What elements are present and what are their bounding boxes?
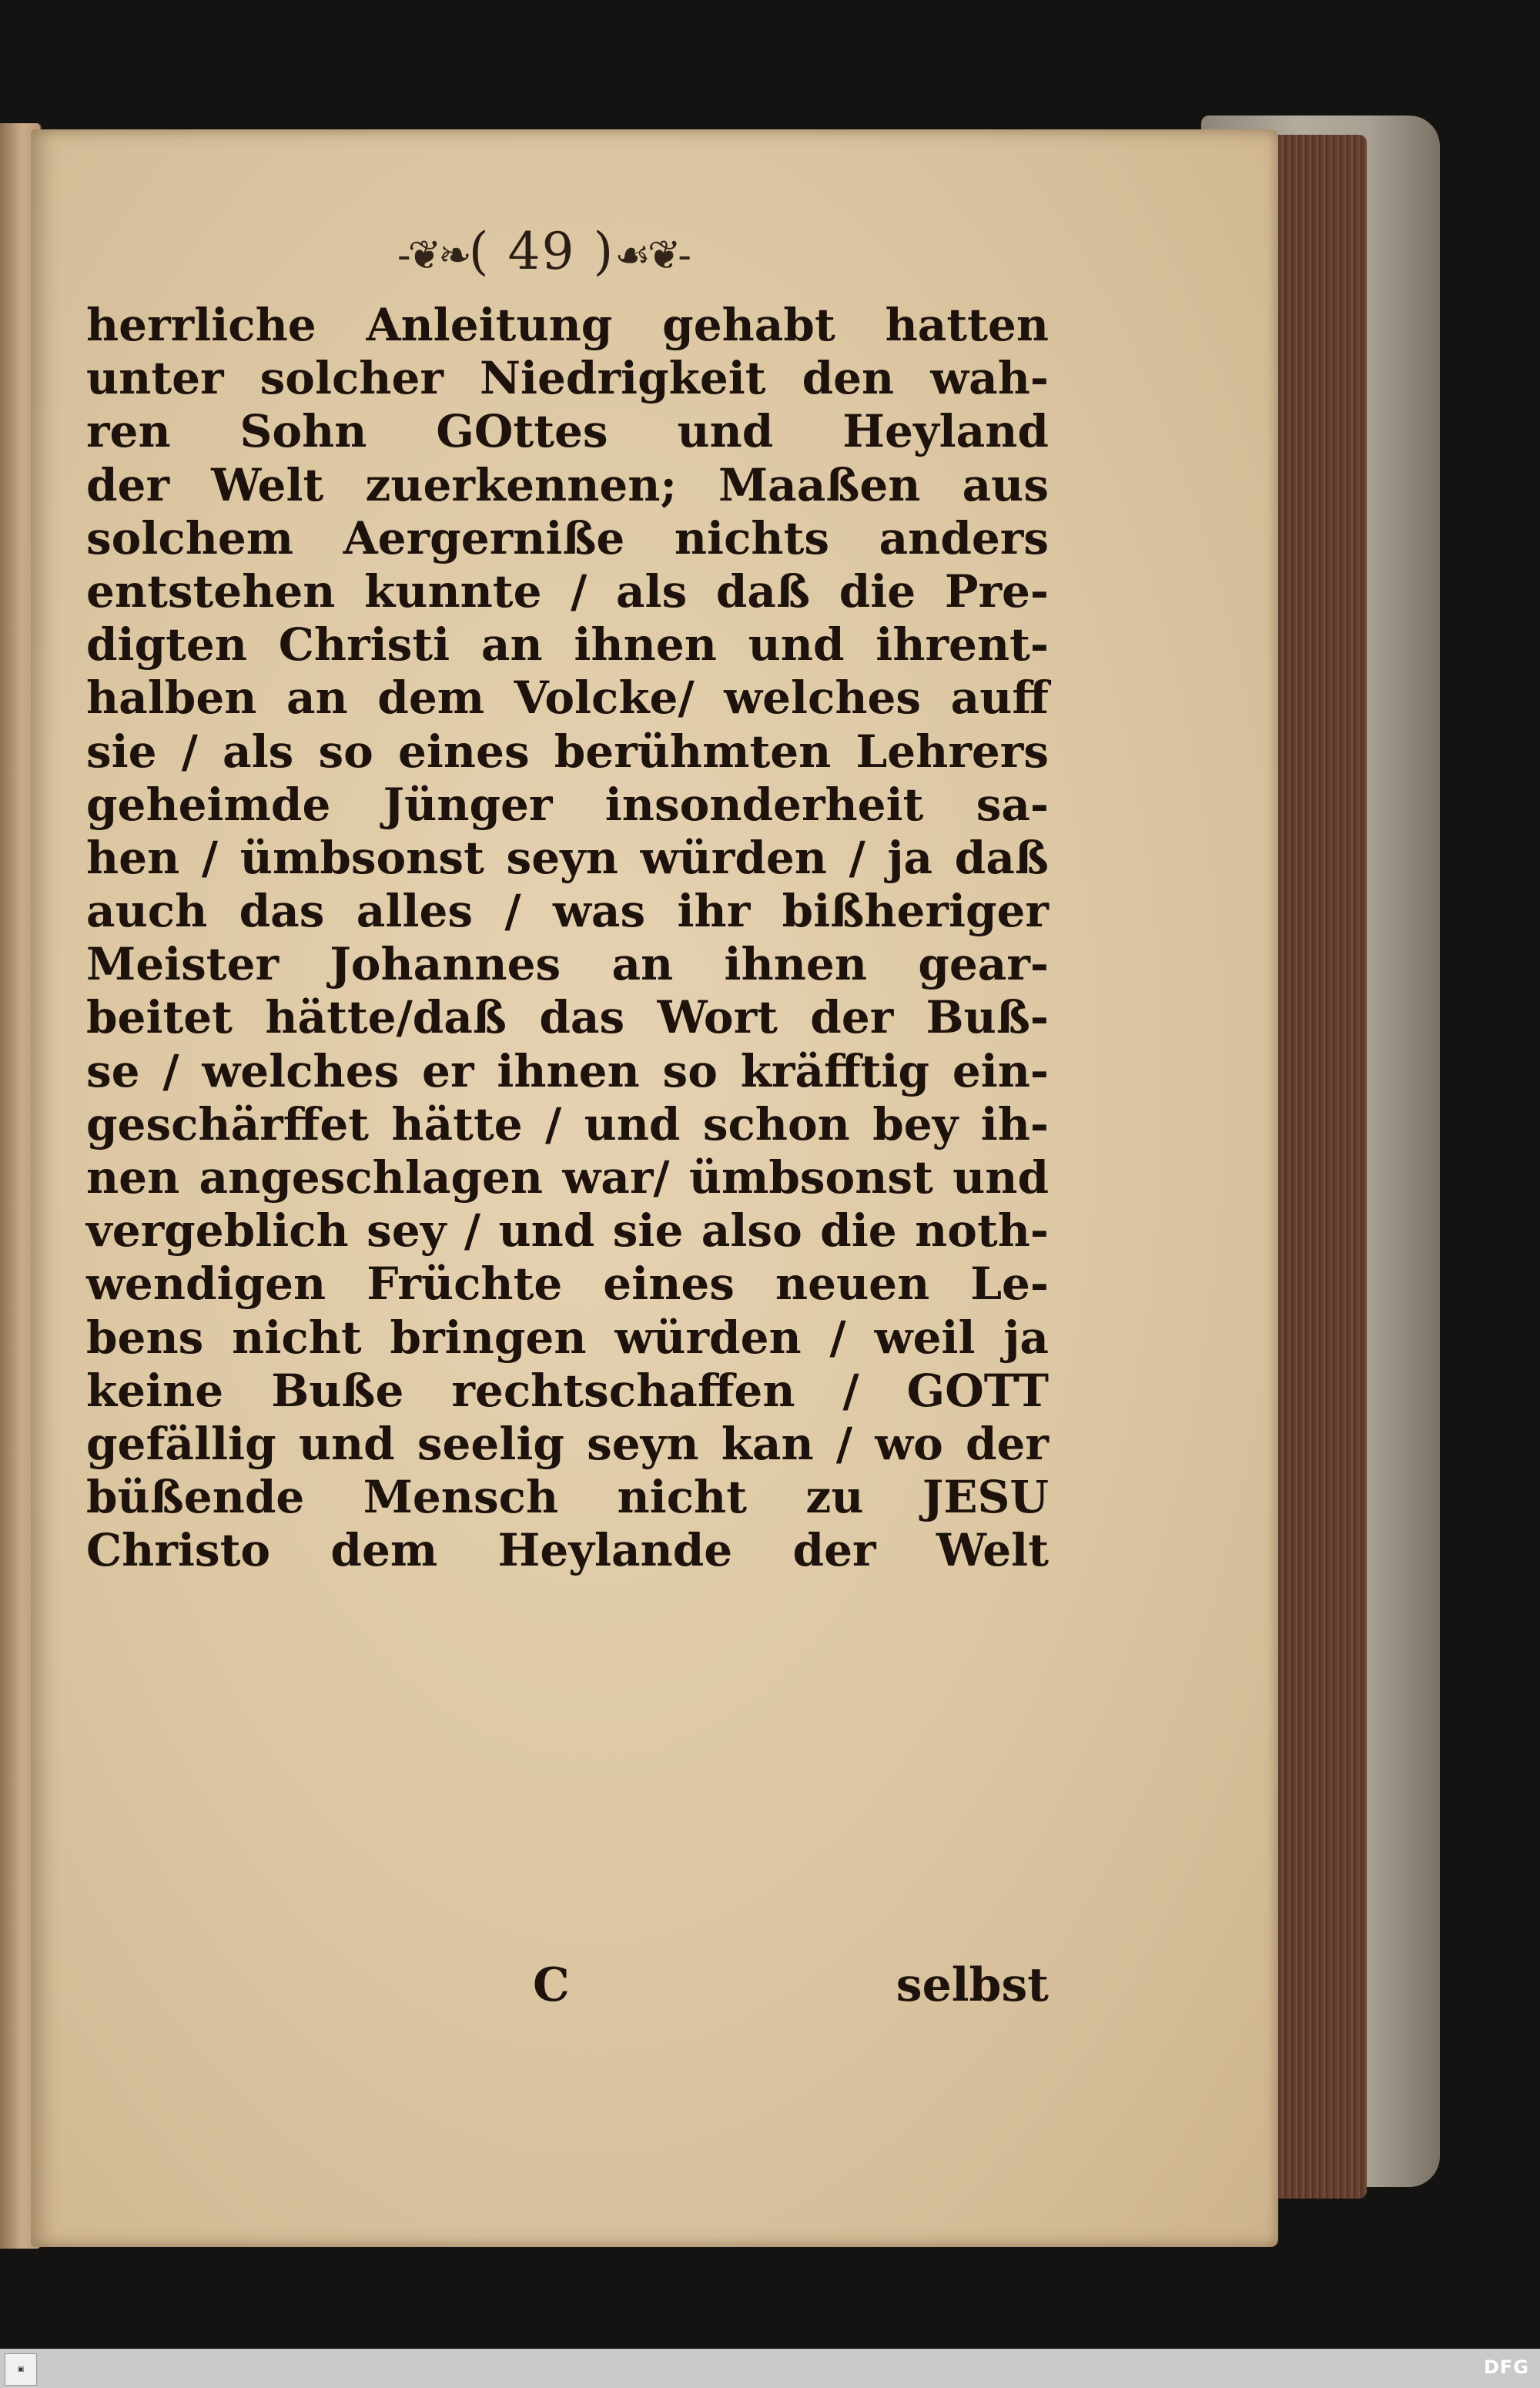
text-line: büßende Mensch nicht zu JESU: [86, 1471, 1049, 1524]
text-line: gefällig und seelig seyn kan / wo der: [86, 1417, 1049, 1470]
text-line: auch das alles / was ihr bißheriger: [86, 885, 1049, 938]
text-line: unter solcher Niedrigkeit den wah-: [86, 352, 1049, 405]
ornament-right-icon: ☙❦-: [614, 233, 688, 279]
text-line: entstehen kunnte / als daß die Pre-: [86, 564, 1049, 618]
library-logo-icon: ▣: [5, 2353, 37, 2386]
text-line: der Welt zuerkennen; Maaßen aus: [86, 458, 1049, 511]
ornament-left-icon: -❦❧: [397, 233, 469, 279]
dfg-logo: DFG: [1483, 2356, 1529, 2378]
signature-mark: C: [533, 1958, 570, 2012]
text-line: se / welches er ihnen so kräfftig ein-: [86, 1044, 1049, 1097]
text-line: solchem Aergernißе nichts anders: [86, 511, 1049, 564]
page-footer: [86, 1958, 1049, 2020]
text-line: keine Buße rechtschaffen / GOTT: [86, 1364, 1049, 1417]
text-line: bens nicht bringen würden / weil ja: [86, 1311, 1049, 1364]
text-line: digten Christi an ihnen und ihrent-: [86, 618, 1049, 672]
text-line: geheimde Jünger insonderheit sa-: [86, 778, 1049, 831]
text-line: nen angeschlagen war/ ümbsonst und: [86, 1151, 1049, 1204]
page-number: ( 49 ): [468, 222, 615, 281]
text-line: Meister Johannes an ihnen gear-: [86, 938, 1049, 991]
text-line: hen / ümbsonst seyn würden / ja daß: [86, 831, 1049, 884]
text-line: sie / als so eines berühmten Lehrers: [86, 725, 1049, 778]
text-line: herrliche Anleitung gehabt hatten: [86, 299, 1049, 351]
text-line: ren Sohn GOttes und Heyland: [86, 405, 1049, 458]
text-line: beitet hätte/daß das Wort der Buß-: [86, 991, 1049, 1044]
text-line: geschärffet hätte / und schon bey ih-: [86, 1097, 1049, 1150]
body-text: [86, 299, 1049, 1578]
text-line: vergeblich sey / und sie also die noth-: [86, 1204, 1049, 1258]
viewer-footer-bar: [0, 2349, 1540, 2388]
text-line: wendigen Früchte eines neuen Le-: [86, 1258, 1049, 1311]
text-line: Christo dem Heylande der Welt: [86, 1524, 1049, 1577]
text-line: halben an dem Volcke/ welches auff: [86, 672, 1049, 725]
book-page: [31, 129, 1278, 2247]
catchword: selbst: [896, 1958, 1049, 2012]
page-header: [31, 222, 1055, 281]
